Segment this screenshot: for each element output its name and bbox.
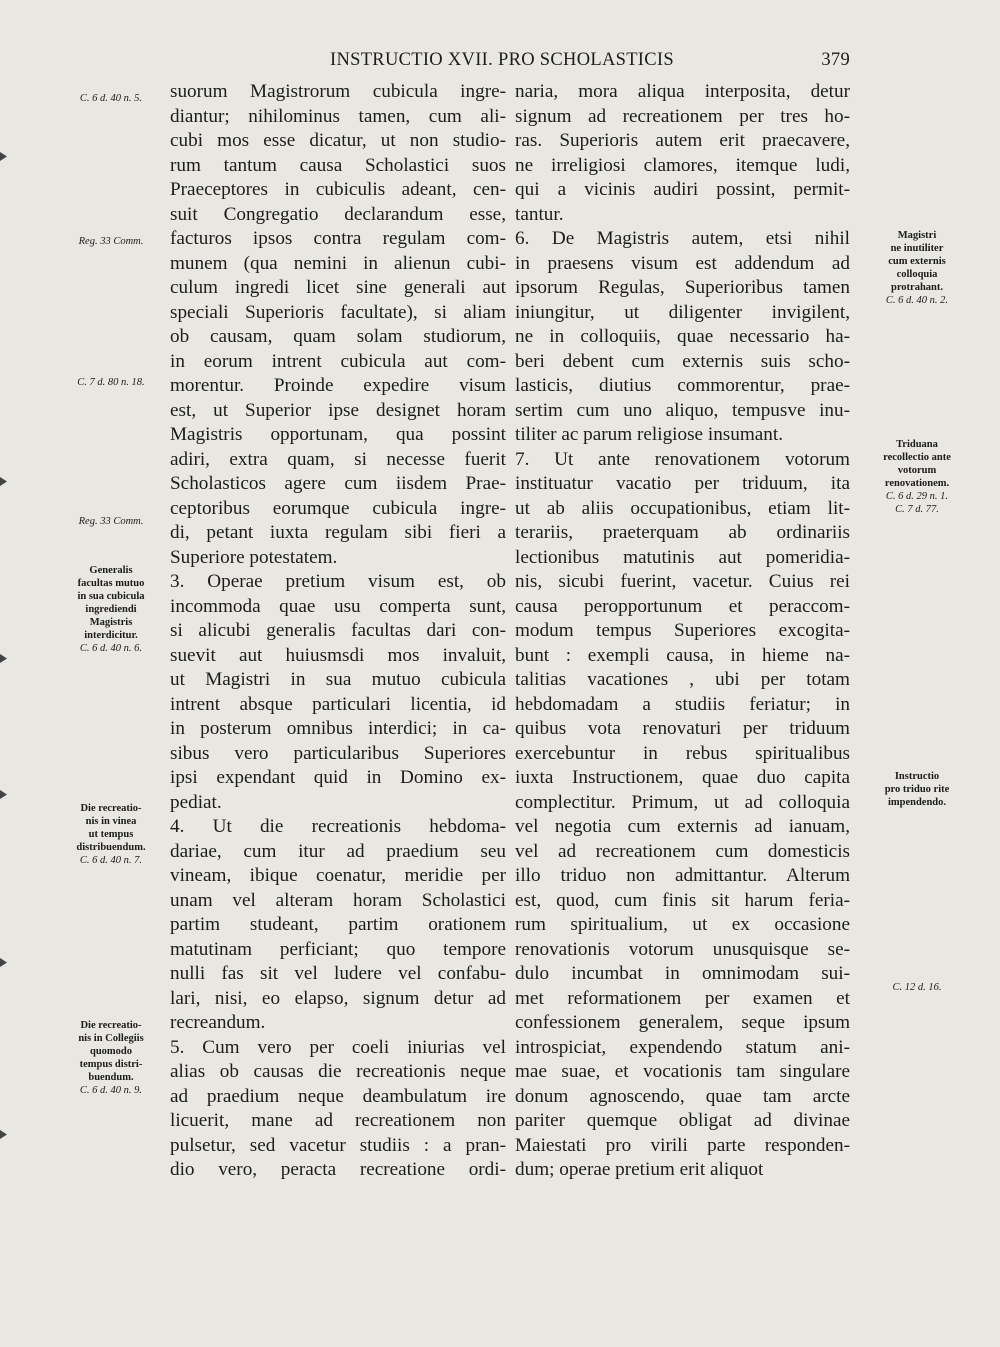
text-line: ne in colloquiis, quae necessario ha-: [515, 326, 850, 347]
text-line: ipsorum Regulas, Superioribus tamen: [515, 277, 850, 298]
binding-mark: [0, 1130, 7, 1139]
text-line: sertim cum uno aliquo, tempusve inu-: [515, 399, 850, 421]
text-line: naria, mora aliqua interposita, detur: [515, 81, 850, 102]
margin-reference: C. 7 d. 80 n. 18.: [77, 377, 145, 388]
text-line: talitias vacationes , ubi per totam: [515, 669, 850, 690]
text-line: causa peropportunum et peraccom-: [515, 595, 850, 617]
text-line: lasticis, diutius commorentur, prae-: [515, 375, 850, 396]
text-line: dio vero, peracta recreatione ordi-: [170, 1159, 506, 1180]
text-line: sibus vero particularibus Superiores: [170, 742, 506, 764]
text-line: signum ad recreationem per tres ho-: [515, 105, 850, 127]
text-line: dulo incumbat in omnimodam sui-: [515, 963, 850, 984]
text-line: ob causam, quam solam studiorum,: [170, 326, 506, 347]
margin-note-recreation-colleges: Die recreatio- nis in Collegiis quomodo tempus distri- buendum. C. 6 d. 40 n. 9.: [62, 1019, 160, 1097]
text-line: cubi mos esse dicatur, ut non studio-: [170, 130, 506, 151]
margin-note-instruction: Instructio pro triduo rite impendendo.: [884, 771, 950, 808]
text-line: complectitur. Primum, ut ad colloquia: [515, 791, 850, 813]
text-line: 3. Operae pretium visum est, ob: [170, 571, 506, 592]
text-line: Superiore potestatem.: [170, 546, 338, 568]
text-line: hebdomadam a studiis feriatur; in: [515, 693, 850, 715]
text-line: ut ab aliis occupationibus, etiam lit-: [515, 497, 850, 519]
text-line: unam vel alteram horam Scholastici: [170, 889, 506, 911]
text-line: suit Congregatio declarandum esse,: [170, 203, 506, 225]
text-line: in praesens visum est addendum ad: [515, 252, 850, 274]
binding-mark: [0, 477, 7, 486]
margin-note-masters: Magistri ne inutiliter cum externis colloquia protrahant. C. 6 d. 40 n. 2.: [862, 229, 972, 307]
text-line: 6. De Magistris autem, etsi nihil: [515, 228, 850, 249]
text-line: donum agnoscendo, quae tam arcte: [515, 1085, 850, 1107]
text-line: ipsi expendant quid in Domino ex-: [170, 767, 506, 788]
text-line: 4. Ut die recreationis hebdoma-: [170, 816, 506, 837]
text-line: qui a vicinis audiri possint, permit-: [515, 179, 850, 200]
text-line: Scholasticos agere cum iisdem Prae-: [170, 473, 506, 494]
margin-note-triduum: Triduana recollectio ante votorum renovationem. C. 6 d. 29 n. 1. C. 7 d. 77.: [862, 438, 972, 516]
text-line: ad praedium neque deambulatum ire: [170, 1085, 506, 1107]
text-line: lari, nisi, eo elapso, signum detur ad: [170, 987, 506, 1009]
binding-mark: [0, 958, 7, 967]
text-line: vel ad recreationem cum domesticis: [515, 840, 850, 862]
margin-note-general-faculty: Generalis facultas mutuo in sua cubicula ingrediendi Magistris interdicitur. C. 6 d. 40 n. 6.: [62, 564, 160, 655]
text-line: modum tempus Superiores excogita-: [515, 620, 850, 641]
text-line: pulsetur, sed vacetur studiis : a pran-: [170, 1134, 506, 1156]
text-line: renovationis votorum unusquisque se-: [515, 938, 850, 960]
binding-mark: [0, 654, 7, 663]
text-line: rum spiritualium, ut ex occasione: [515, 914, 850, 935]
text-line: illo triduo non admittantur. Alterum: [515, 865, 850, 886]
margin-note-reference: C. 6 d. 29 n. 1.: [885, 491, 949, 502]
right-text-column: [515, 80, 850, 1183]
text-line: di, petant iuxta regulam sibi fieri a: [170, 522, 506, 543]
text-line: partim studeant, partim orationem: [170, 914, 506, 935]
text-line: dariae, cum itur ad praedium seu: [170, 840, 506, 862]
text-line: est, quod, cum finis sit harum feria-: [515, 889, 850, 911]
text-line: dum; operae pretium erit aliquot: [515, 1159, 764, 1180]
text-line: suorum Magistrorum cubicula ingre-: [170, 81, 506, 102]
text-line: est, ut Superior ipse designet horam: [170, 399, 506, 421]
text-line: vineam, ibique coenatur, meridie per: [170, 865, 506, 886]
margin-reference: C. 6 d. 40 n. 5.: [79, 93, 143, 104]
text-line: morentur. Proinde expedire visum: [170, 375, 506, 396]
running-header: [330, 50, 850, 78]
text-line: nis, sicubi fuerint, vacetur. Cuius rei: [515, 571, 850, 592]
text-line: Maiestati pro virili parte responden-: [515, 1134, 850, 1156]
text-line: pediat.: [170, 791, 222, 813]
text-line: diantur; nihilominus tamen, cum ali-: [170, 105, 506, 127]
text-line: iniungitur, ut diligenter invigilent,: [515, 301, 850, 323]
text-line: lectionibus matutinis aut pomeridia-: [515, 546, 850, 568]
text-line: instituatur vacatio per triduum, ita: [515, 473, 850, 494]
text-line: Praeceptores in cubiculis adeant, cen-: [170, 179, 506, 200]
text-line: vel negotia cum externis ad ianuam,: [515, 816, 850, 837]
text-line: suevit aut huiusmsdi mos invaluit,: [170, 644, 506, 666]
text-line: ut Magistri in sua mutuo cubicula: [170, 669, 506, 690]
margin-note-reference: C. 7 d. 77.: [895, 504, 939, 515]
text-line: iuxta Instructionem, quae duo capita: [515, 767, 850, 788]
text-line: beri debent cum externis suis scho-: [515, 350, 850, 372]
text-line: tantur.: [515, 203, 564, 225]
text-line: nulli fas sit vel ludere vel confabu-: [170, 963, 506, 984]
text-line: in posterum omnibus interdici; in ca-: [170, 718, 506, 739]
text-line: intrent absque particulari licentia, id: [170, 693, 506, 715]
text-line: ras. Superioris autem erit praecavere,: [515, 130, 850, 151]
text-line: matutinam perficiant; quo tempore: [170, 938, 506, 960]
text-line: pariter quemque obligat ad divinae: [515, 1110, 850, 1131]
text-line: in eorum intrent cubicula aut com-: [170, 350, 506, 372]
text-line: exercebuntur in rebus spiritualibus: [515, 742, 850, 764]
text-line: rum tantum causa Scholastici suos: [170, 154, 506, 176]
text-line: met reformationem per examen et: [515, 987, 850, 1009]
text-line: bunt : exempli causa, in hieme na-: [515, 644, 850, 666]
text-line: recreandum.: [170, 1012, 266, 1033]
margin-reference: Reg. 33 Comm.: [78, 236, 144, 247]
margin-note-reference: C. 6 d. 40 n. 6.: [79, 643, 143, 654]
binding-mark: [0, 790, 7, 799]
binding-mark: [0, 152, 7, 161]
text-line: ceptoribus eorumque cubicula ingre-: [170, 497, 506, 519]
text-line: incommoda quae usu comperta sunt,: [170, 595, 506, 617]
text-line: introspiciat, expendendo statum ani-: [515, 1036, 850, 1058]
margin-note-reference: C. 6 d. 40 n. 9.: [79, 1085, 143, 1096]
text-line: facturos ipsos contra regulam com-: [170, 228, 506, 249]
text-line: terariis, praeterquam ab ordinariis: [515, 522, 850, 543]
running-title: INSTRUCTIO XVII. PRO SCHOLASTICIS: [330, 50, 674, 70]
text-line: Magistris opportunam, qua possint: [170, 424, 506, 445]
text-line: si alicubi generalis facultas dari con-: [170, 620, 506, 641]
text-line: munem (qua nemini in alienun cubi-: [170, 252, 506, 274]
text-line: 7. Ut ante renovationem votorum: [515, 448, 850, 470]
text-line: mae suae, et vocationis tam singulare: [515, 1061, 850, 1082]
margin-note-reference: C. 6 d. 40 n. 2.: [885, 295, 949, 306]
text-line: licuerit, mane ad recreationem non: [170, 1110, 506, 1131]
text-line: culum ingredi licet sine generali aut: [170, 277, 506, 298]
text-line: 5. Cum vero per coeli iniurias vel: [170, 1036, 506, 1058]
page-number: 379: [821, 50, 850, 70]
text-line: alias ob causas die recreationis neque: [170, 1061, 506, 1082]
text-line: adiri, extra quam, si necesse fuerit: [170, 448, 506, 470]
left-text-column: [170, 80, 506, 1183]
text-line: quibus vota renovaturi per triduum: [515, 718, 850, 739]
text-line: tiliter ac parum religiose insumant.: [515, 424, 784, 445]
margin-reference: C. 12 d. 16.: [892, 982, 942, 993]
margin-note-recreation-vineyard: Die recreatio- nis in vinea ut tempus distribuendum. C. 6 d. 40 n. 7.: [62, 802, 160, 867]
text-line: ne irreligiosi clamores, itemque ludi,: [515, 154, 850, 176]
margin-reference: Reg. 33 Comm.: [78, 516, 144, 527]
margin-note-reference: C. 6 d. 40 n. 7.: [79, 855, 143, 866]
text-line: speciali Superioris facultate), si aliam: [170, 301, 506, 323]
text-line: confessionem generalem, seque ipsum: [515, 1012, 850, 1033]
